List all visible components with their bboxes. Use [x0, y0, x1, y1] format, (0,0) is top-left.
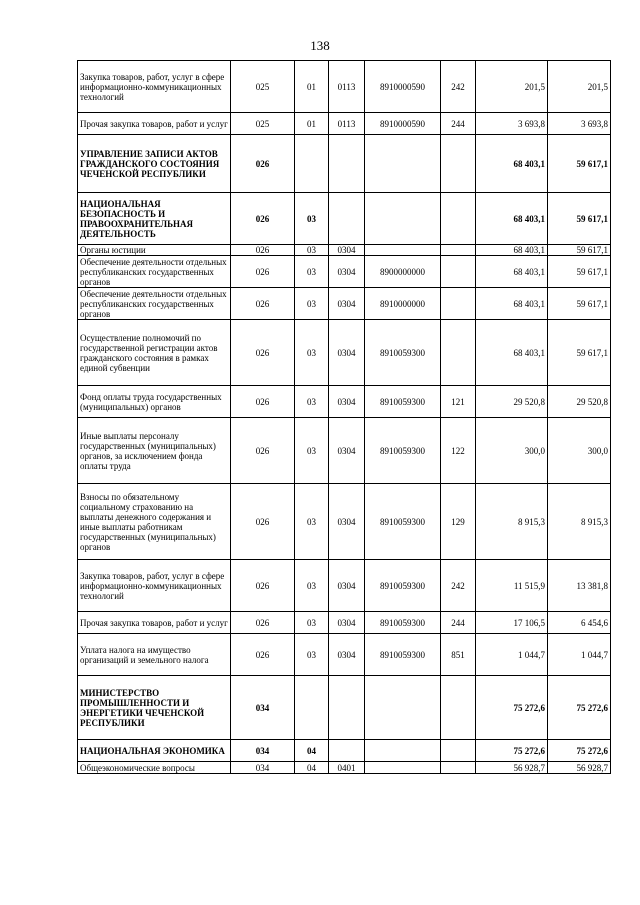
page-number: 138 — [310, 38, 330, 53]
table-row — [78, 634, 611, 676]
row-name: Прочая закупка товаров, работ и услуг — [78, 113, 231, 135]
amount-year-1: 75 272,6 — [476, 740, 548, 762]
row-name: Взносы по обязательному социальному страхованию на выплаты денежного содержания и иные выплаты работникам государственных (муниципальных) органов — [78, 484, 231, 560]
ved-code: 026 — [231, 386, 295, 418]
section-code: 03 — [295, 634, 329, 676]
section-code: 03 — [295, 193, 329, 245]
section-code: 03 — [295, 418, 329, 484]
row-name: Закупка товаров, работ, услуг в сфере информационно-коммуникационных технологий — [78, 560, 231, 612]
subsection-code: 0304 — [329, 320, 365, 386]
budget-table — [77, 60, 611, 774]
amount-year-2: 201,5 — [548, 61, 611, 113]
table-row — [78, 135, 611, 193]
ved-code: 026 — [231, 560, 295, 612]
section-code: 03 — [295, 320, 329, 386]
section-code: 03 — [295, 484, 329, 560]
target-article-code: 8910059300 — [365, 386, 441, 418]
table-row — [78, 740, 611, 762]
section-code: 04 — [295, 762, 329, 774]
ved-code: 026 — [231, 484, 295, 560]
table-row — [78, 113, 611, 135]
amount-year-2: 59 617,1 — [548, 320, 611, 386]
target-article-code: 8900000000 — [365, 256, 441, 288]
expense-type-code — [441, 256, 476, 288]
table-row — [78, 418, 611, 484]
expense-type-code — [441, 193, 476, 245]
section-code — [295, 135, 329, 193]
expense-type-code: 242 — [441, 560, 476, 612]
row-name: Иные выплаты персоналу государственных (муниципальных) органов, за исключением фонда оплаты труда — [78, 418, 231, 484]
amount-year-1: 11 515,9 — [476, 560, 548, 612]
amount-year-2: 8 915,3 — [548, 484, 611, 560]
target-article-code — [365, 135, 441, 193]
ved-code: 034 — [231, 762, 295, 774]
row-name: Общеэкономические вопросы — [78, 762, 231, 774]
subsection-code: 0401 — [329, 762, 365, 774]
expense-type-code: 122 — [441, 418, 476, 484]
section-code: 03 — [295, 612, 329, 634]
target-article-code: 8910059300 — [365, 612, 441, 634]
amount-year-2: 59 617,1 — [548, 245, 611, 256]
table-row — [78, 676, 611, 740]
subsection-code: 0113 — [329, 113, 365, 135]
table-row — [78, 256, 611, 288]
amount-year-1: 29 520,8 — [476, 386, 548, 418]
ved-code: 026 — [231, 288, 295, 320]
ved-code: 026 — [231, 418, 295, 484]
ved-code: 025 — [231, 61, 295, 113]
amount-year-1: 68 403,1 — [476, 135, 548, 193]
subsection-code: 0304 — [329, 288, 365, 320]
target-article-code: 8910000590 — [365, 61, 441, 113]
target-article-code — [365, 762, 441, 774]
row-name: Фонд оплаты труда государственных (муниципальных) органов — [78, 386, 231, 418]
section-code: 04 — [295, 740, 329, 762]
amount-year-2: 59 617,1 — [548, 256, 611, 288]
target-article-code: 8910059300 — [365, 484, 441, 560]
subsection-code: 0304 — [329, 612, 365, 634]
expense-type-code — [441, 676, 476, 740]
amount-year-1: 201,5 — [476, 61, 548, 113]
table-row — [78, 386, 611, 418]
ved-code: 026 — [231, 193, 295, 245]
amount-year-2: 300,0 — [548, 418, 611, 484]
amount-year-1: 68 403,1 — [476, 245, 548, 256]
subsection-code: 0304 — [329, 484, 365, 560]
target-article-code: 8910059300 — [365, 418, 441, 484]
amount-year-1: 68 403,1 — [476, 288, 548, 320]
amount-year-2: 75 272,6 — [548, 740, 611, 762]
subsection-code: 0304 — [329, 418, 365, 484]
target-article-code — [365, 245, 441, 256]
row-name: НАЦИОНАЛЬНАЯ БЕЗОПАСНОСТЬ И ПРАВООХРАНИТЕЛЬНАЯ ДЕЯТЕЛЬНОСТЬ — [78, 193, 231, 245]
expense-type-code: 851 — [441, 634, 476, 676]
amount-year-1: 1 044,7 — [476, 634, 548, 676]
amount-year-1: 3 693,8 — [476, 113, 548, 135]
target-article-code — [365, 193, 441, 245]
target-article-code: 8910000000 — [365, 288, 441, 320]
ved-code: 026 — [231, 612, 295, 634]
subsection-code: 0304 — [329, 634, 365, 676]
expense-type-code: 242 — [441, 61, 476, 113]
target-article-code: 8910059300 — [365, 320, 441, 386]
target-article-code — [365, 740, 441, 762]
amount-year-2: 56 928,7 — [548, 762, 611, 774]
section-code: 03 — [295, 245, 329, 256]
section-code: 03 — [295, 560, 329, 612]
subsection-code: 0304 — [329, 245, 365, 256]
row-name: НАЦИОНАЛЬНАЯ ЭКОНОМИКА — [78, 740, 231, 762]
amount-year-2: 75 272,6 — [548, 676, 611, 740]
section-code: 01 — [295, 113, 329, 135]
section-code: 03 — [295, 256, 329, 288]
row-name: Закупка товаров, работ, услуг в сфере информационно-коммуникационных технологий — [78, 61, 231, 113]
amount-year-2: 6 454,6 — [548, 612, 611, 634]
amount-year-2: 13 381,8 — [548, 560, 611, 612]
amount-year-1: 17 106,5 — [476, 612, 548, 634]
subsection-code: 0113 — [329, 61, 365, 113]
table-row — [78, 762, 611, 774]
section-code: 03 — [295, 288, 329, 320]
table-row — [78, 560, 611, 612]
target-article-code: 8910059300 — [365, 560, 441, 612]
row-name: Уплата налога на имущество организаций и земельного налога — [78, 634, 231, 676]
expense-type-code — [441, 245, 476, 256]
row-name: Прочая закупка товаров, работ и услуг — [78, 612, 231, 634]
amount-year-1: 56 928,7 — [476, 762, 548, 774]
row-name: Обеспечение деятельности отдельных республиканских государственных органов — [78, 288, 231, 320]
table-row — [78, 61, 611, 113]
amount-year-2: 1 044,7 — [548, 634, 611, 676]
subsection-code: 0304 — [329, 386, 365, 418]
target-article-code: 8910059300 — [365, 634, 441, 676]
table-row — [78, 245, 611, 256]
row-name: Обеспечение деятельности отдельных республиканских государственных органов — [78, 256, 231, 288]
table-row — [78, 193, 611, 245]
section-code: 01 — [295, 61, 329, 113]
ved-code: 034 — [231, 676, 295, 740]
row-name: Органы юстиции — [78, 245, 231, 256]
amount-year-2: 59 617,1 — [548, 288, 611, 320]
subsection-code: 0304 — [329, 560, 365, 612]
amount-year-2: 3 693,8 — [548, 113, 611, 135]
row-name: МИНИСТЕРСТВО ПРОМЫШЛЕННОСТИ И ЭНЕРГЕТИКИ ЧЕЧЕНСКОЙ РЕСПУБЛИКИ — [78, 676, 231, 740]
amount-year-1: 68 403,1 — [476, 320, 548, 386]
ved-code: 025 — [231, 113, 295, 135]
amount-year-1: 8 915,3 — [476, 484, 548, 560]
amount-year-2: 59 617,1 — [548, 135, 611, 193]
expense-type-code: 244 — [441, 612, 476, 634]
subsection-code: 0304 — [329, 256, 365, 288]
amount-year-2: 59 617,1 — [548, 193, 611, 245]
table-row — [78, 320, 611, 386]
amount-year-1: 75 272,6 — [476, 676, 548, 740]
ved-code: 026 — [231, 320, 295, 386]
expense-type-code — [441, 320, 476, 386]
ved-code: 034 — [231, 740, 295, 762]
expense-type-code — [441, 740, 476, 762]
ved-code: 026 — [231, 256, 295, 288]
table-row — [78, 484, 611, 560]
subsection-code — [329, 135, 365, 193]
expense-type-code: 129 — [441, 484, 476, 560]
expense-type-code: 121 — [441, 386, 476, 418]
table-row — [78, 612, 611, 634]
expense-type-code — [441, 288, 476, 320]
amount-year-1: 300,0 — [476, 418, 548, 484]
expense-type-code: 244 — [441, 113, 476, 135]
target-article-code — [365, 676, 441, 740]
section-code — [295, 676, 329, 740]
ved-code: 026 — [231, 634, 295, 676]
subsection-code — [329, 193, 365, 245]
expense-type-code — [441, 762, 476, 774]
subsection-code — [329, 676, 365, 740]
ved-code: 026 — [231, 245, 295, 256]
section-code: 03 — [295, 386, 329, 418]
ved-code: 026 — [231, 135, 295, 193]
row-name: УПРАВЛЕНИЕ ЗАПИСИ АКТОВ ГРАЖДАНСКОГО СОСТОЯНИЯ ЧЕЧЕНСКОЙ РЕСПУБЛИКИ — [78, 135, 231, 193]
target-article-code: 8910000590 — [365, 113, 441, 135]
amount-year-1: 68 403,1 — [476, 256, 548, 288]
expense-type-code — [441, 135, 476, 193]
amount-year-1: 68 403,1 — [476, 193, 548, 245]
subsection-code — [329, 740, 365, 762]
table-row — [78, 288, 611, 320]
amount-year-2: 29 520,8 — [548, 386, 611, 418]
row-name: Осуществление полномочий по государственной регистрации актов гражданского состояния в рамках единой субвенции — [78, 320, 231, 386]
